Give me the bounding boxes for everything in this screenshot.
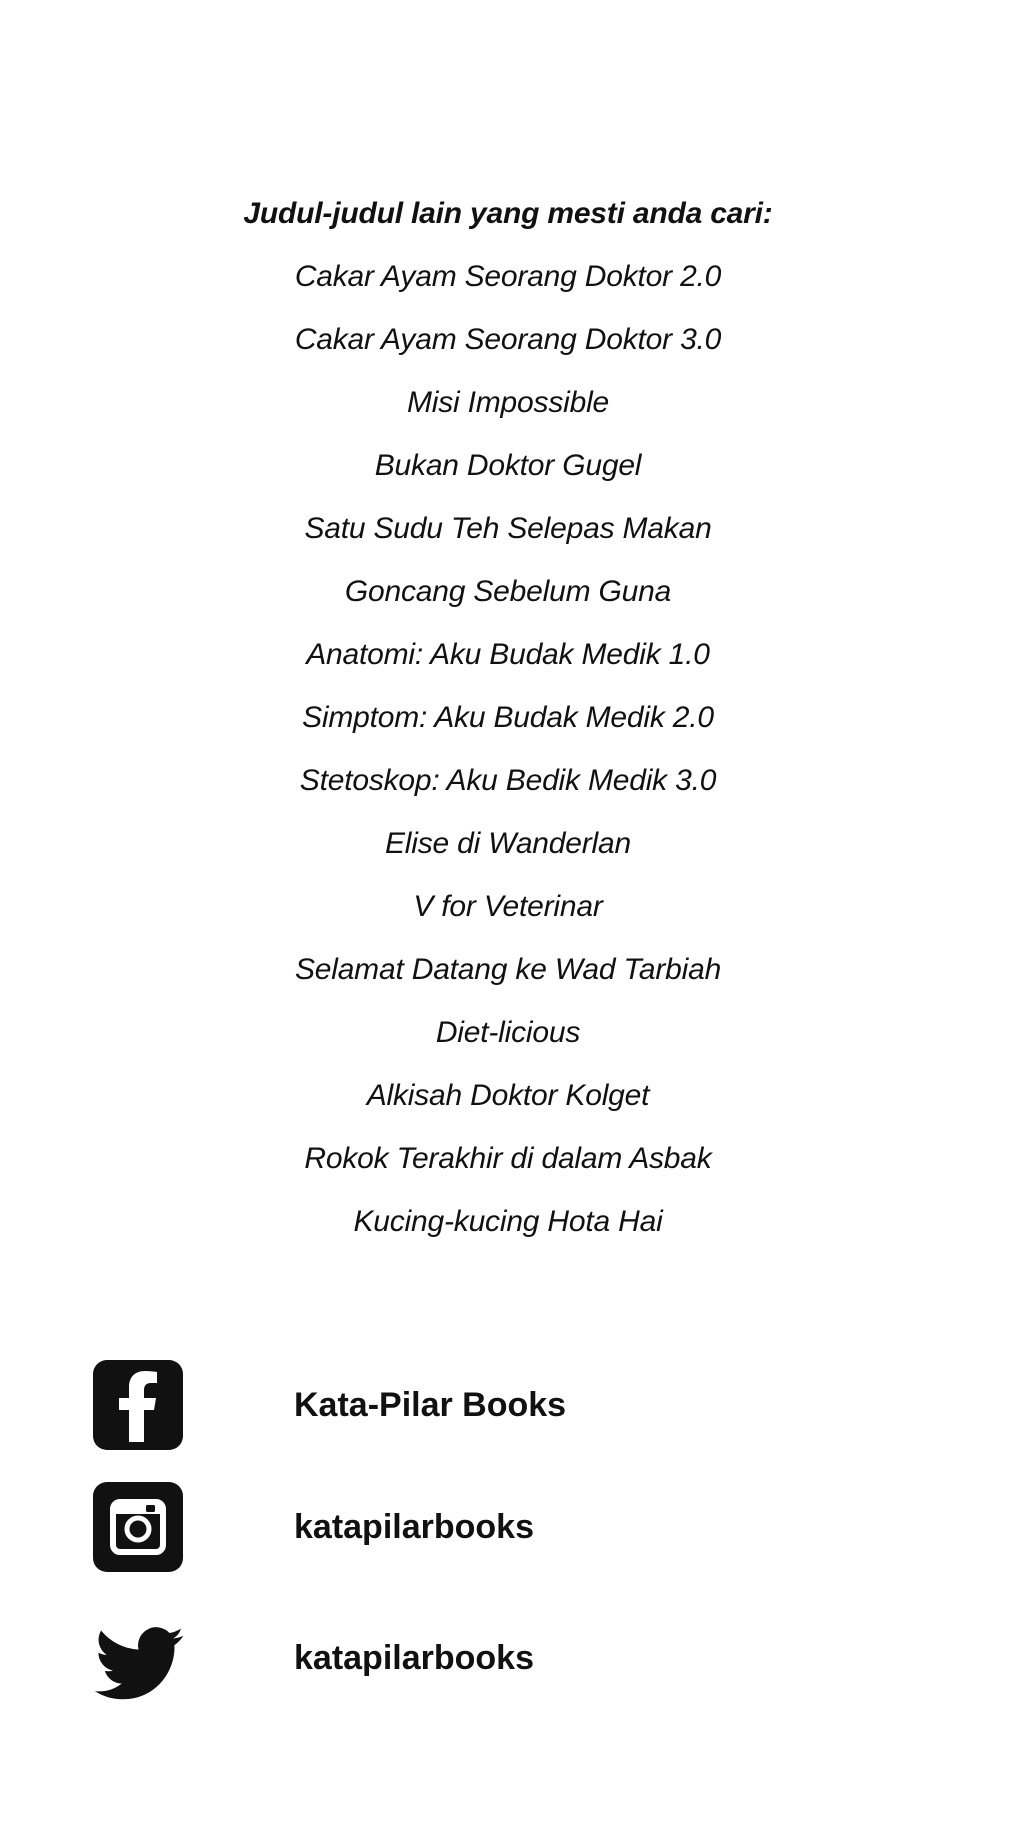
facebook-icon [93,1360,183,1450]
book-title: Diet-licious [435,1016,581,1049]
book-title: Kucing-kucing Hota Hai [353,1205,663,1238]
book-title: Cakar Ayam Seorang Doktor 3.0 [294,323,722,356]
book-title: Misi Impossible [406,386,610,419]
twitter-label: katapilarbooks [294,1638,534,1677]
instagram-link[interactable] [93,1482,793,1572]
book-title: Goncang Sebelum Guna [344,575,672,608]
book-title: Selamat Datang ke Wad Tarbiah [294,953,722,986]
book-title: Rokok Terakhir di dalam Asbak [304,1142,712,1175]
book-title: Simptom: Aku Budak Medik 2.0 [302,701,714,734]
book-title: Cakar Ayam Seorang Doktor 2.0 [294,260,722,293]
book-title: Satu Sudu Teh Selepas Makan [304,512,712,545]
book-title: Elise di Wanderlan [385,827,631,860]
facebook-link[interactable] [93,1360,793,1450]
book-title: V for Veterinar [413,890,603,923]
instagram-label: katapilarbooks [294,1507,534,1546]
other-titles-list [0,253,1016,1261]
book-title: Anatomi: Aku Budak Medik 1.0 [306,638,710,671]
facebook-label: Kata-Pilar Books [294,1385,567,1424]
twitter-icon [93,1613,183,1703]
twitter-link[interactable] [93,1613,793,1703]
book-title: Stetoskop: Aku Bedik Medik 3.0 [299,764,717,797]
other-titles-heading: Judul-judul lain yang mesti anda cari: [243,197,773,230]
instagram-icon [93,1482,183,1572]
book-title: Alkisah Doktor Kolget [366,1079,650,1112]
book-title: Bukan Doktor Gugel [374,449,642,482]
other-titles-section [0,190,1016,1261]
